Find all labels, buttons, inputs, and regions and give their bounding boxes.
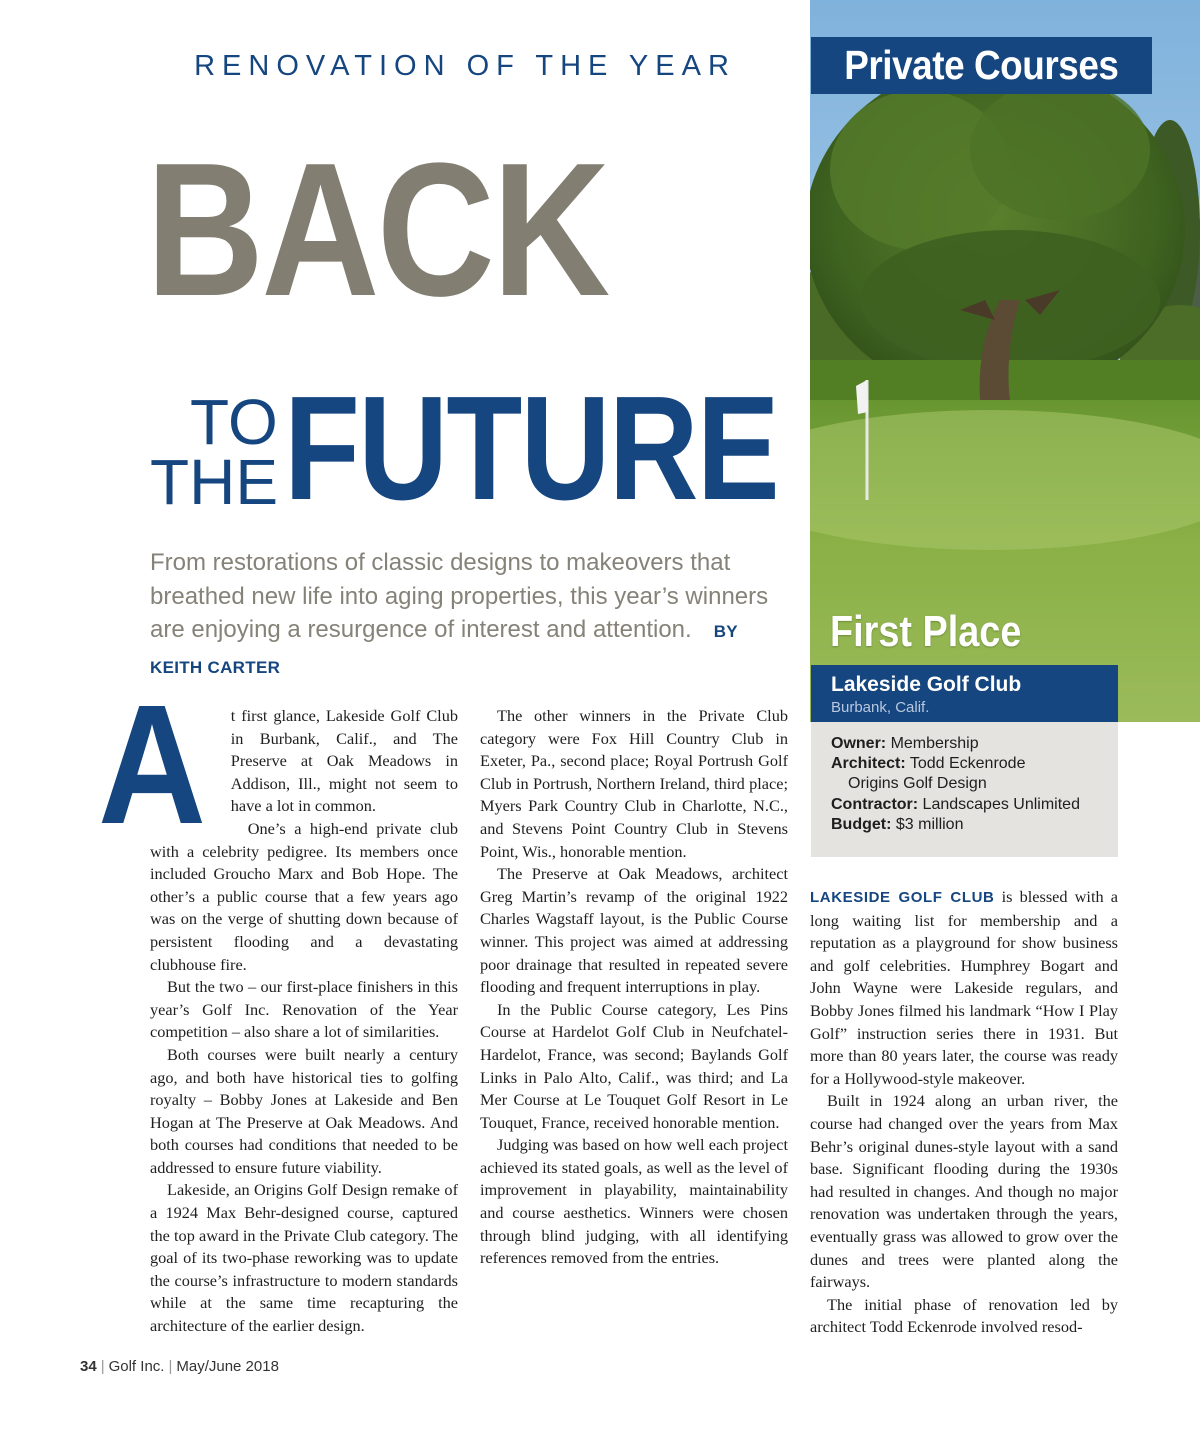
article-paragraph: A t first glance, Lakeside Golf Club in Burbank, Calif., and The Preserve at Oak Meadows in Addison, Ill., might not seem to have a lot in common.	[98, 670, 458, 860]
lead-in: LAKESIDE GOLF CLUB	[810, 889, 995, 906]
contractor-row: Contractor: Landscapes Unlimited	[831, 795, 1080, 813]
club-title-bar	[811, 665, 1118, 722]
article-column-1	[98, 670, 458, 1338]
deck-text: From restorations of classic designs to makeovers that breathed new life into aging properties, this year’s winners are enjoying a resurgence of interest and attention.	[150, 549, 769, 643]
architect-row: Architect: Todd Eckenrode	[831, 755, 1026, 773]
article-paragraph: Both courses were built nearly a century ago, and both have historical ties to golfing royalty – Bobby Jones at Lakeside and Ben Hogan at The Preserve at Oak Meadows. And both courses had conditions that needed to be addressed to ensure future viability.	[150, 1044, 458, 1177]
section-kicker: RENOVATION OF THE YEAR	[194, 50, 736, 82]
page-footer	[80, 1358, 279, 1375]
article-paragraph: The initial phase of renovation led by architect Todd Eckenrode involved resod-	[810, 1294, 1118, 1337]
club-location: Burbank, Calif.	[831, 699, 930, 716]
headline-the: THE	[150, 446, 278, 518]
club-name: Lakeside Golf Club	[831, 673, 1022, 696]
headline-back: BACK	[146, 124, 608, 336]
flag	[856, 380, 868, 414]
article-column-3	[810, 886, 1118, 1339]
footer-separator: |	[100, 1358, 105, 1375]
drop-cap: A	[98, 670, 207, 860]
budget-row: Budget: $3 million	[831, 815, 964, 833]
fact-box	[811, 722, 1118, 857]
article-paragraph: But the two – our first-place finishers in this year’s Golf Inc. Renovation of the Year competition – also share a lot of similarities.	[150, 977, 458, 1042]
article-paragraph: LAKESIDE GOLF CLUB is blessed with a long waiting list for membership and a reputation as a playground for show business and golf celebrities. Humphrey Bogart and John Wayne were Lakeside regulars, and Bobby Jones filmed his landmark “How I Play Golf” instruction series there in 1931. But more than 80 years later, the course was ready for a Hollywood-style makeover.	[810, 887, 1118, 1088]
award-place-heading: First Place	[830, 607, 1022, 656]
page-number: 34	[80, 1358, 97, 1375]
footer-separator: |	[168, 1358, 173, 1375]
category-banner: Private Courses	[811, 37, 1152, 94]
article-paragraph: In the Public Course category, Les Pins Course at Hardelot Golf Club in Neufchatel-Hardelot, France, was second; Baylands Golf Links in Palo Alto, Calif., was third; and La Mer Course at Le Touquet Golf Resort in Le Touquet, France, received honorable mention.	[480, 999, 788, 1132]
article-paragraph: Built in 1924 along an urban river, the course had changed over the years from Max Behr’s original dunes-style layout with a sand base. Significant flooding during the 1930s had resulted in changes. And though no major renovation was undertaken through the years, eventually grass was allowed to grow over the dunes and trees were planted along the fairways.	[810, 1091, 1118, 1292]
owner-row: Owner: Membership	[831, 735, 979, 752]
headline-to: TO	[190, 386, 278, 458]
publication-name: Golf Inc.	[108, 1358, 165, 1375]
issue-date: May/June 2018	[176, 1358, 279, 1375]
article-paragraph: Judging was based on how well each project achieved its stated goals, as well as the level of improvement in playability, maintainability and course aesthetics. Winners were chosen through blind judging, with all identifying references removed from the entries.	[480, 1135, 788, 1268]
byline: BY KEITH CARTER	[150, 622, 738, 677]
article-column-2	[480, 705, 788, 1270]
article-paragraph: Lakeside, an Origins Golf Design remake of a 1924 Max Behr-designed course, captured the top award in the Private Club category. The goal of its two-phase reworking was to update the course’s infrastructure to modern standards while at the same time recapturing the architecture of the earlier design.	[150, 1180, 458, 1336]
deck-paragraph	[150, 546, 770, 684]
architect-firm: Origins Golf Design	[848, 775, 987, 793]
article-paragraph: The Preserve at Oak Meadows, architect Greg Martin’s revamp of the original 1922 Charles Wagstaff layout, is the Public Course winner. This project was aimed at addressing poor drainage that resulted in repeated severe flooding and frequent interruptions in play.	[480, 864, 788, 997]
headline-future: FUTURE	[284, 366, 779, 531]
article-paragraph: One’s a high-end private club with a celebrity pedigree. Its members once included Groucho Marx and Bob Hope. The other’s a public course that a few years ago was on the verge of shutting down because of persistent flooding and a devastating clubhouse fire.	[150, 818, 458, 974]
article-paragraph: The other winners in the Private Club category were Fox Hill Country Club in Exeter, Pa., second place; Royal Portrush Golf Club in Portrush, Northern Ireland, third place; Myers Park Country Club in Charlotte, N.C., and Stevens Point Country Club in Stevens Point, Wis., honorable mention.	[480, 706, 788, 861]
